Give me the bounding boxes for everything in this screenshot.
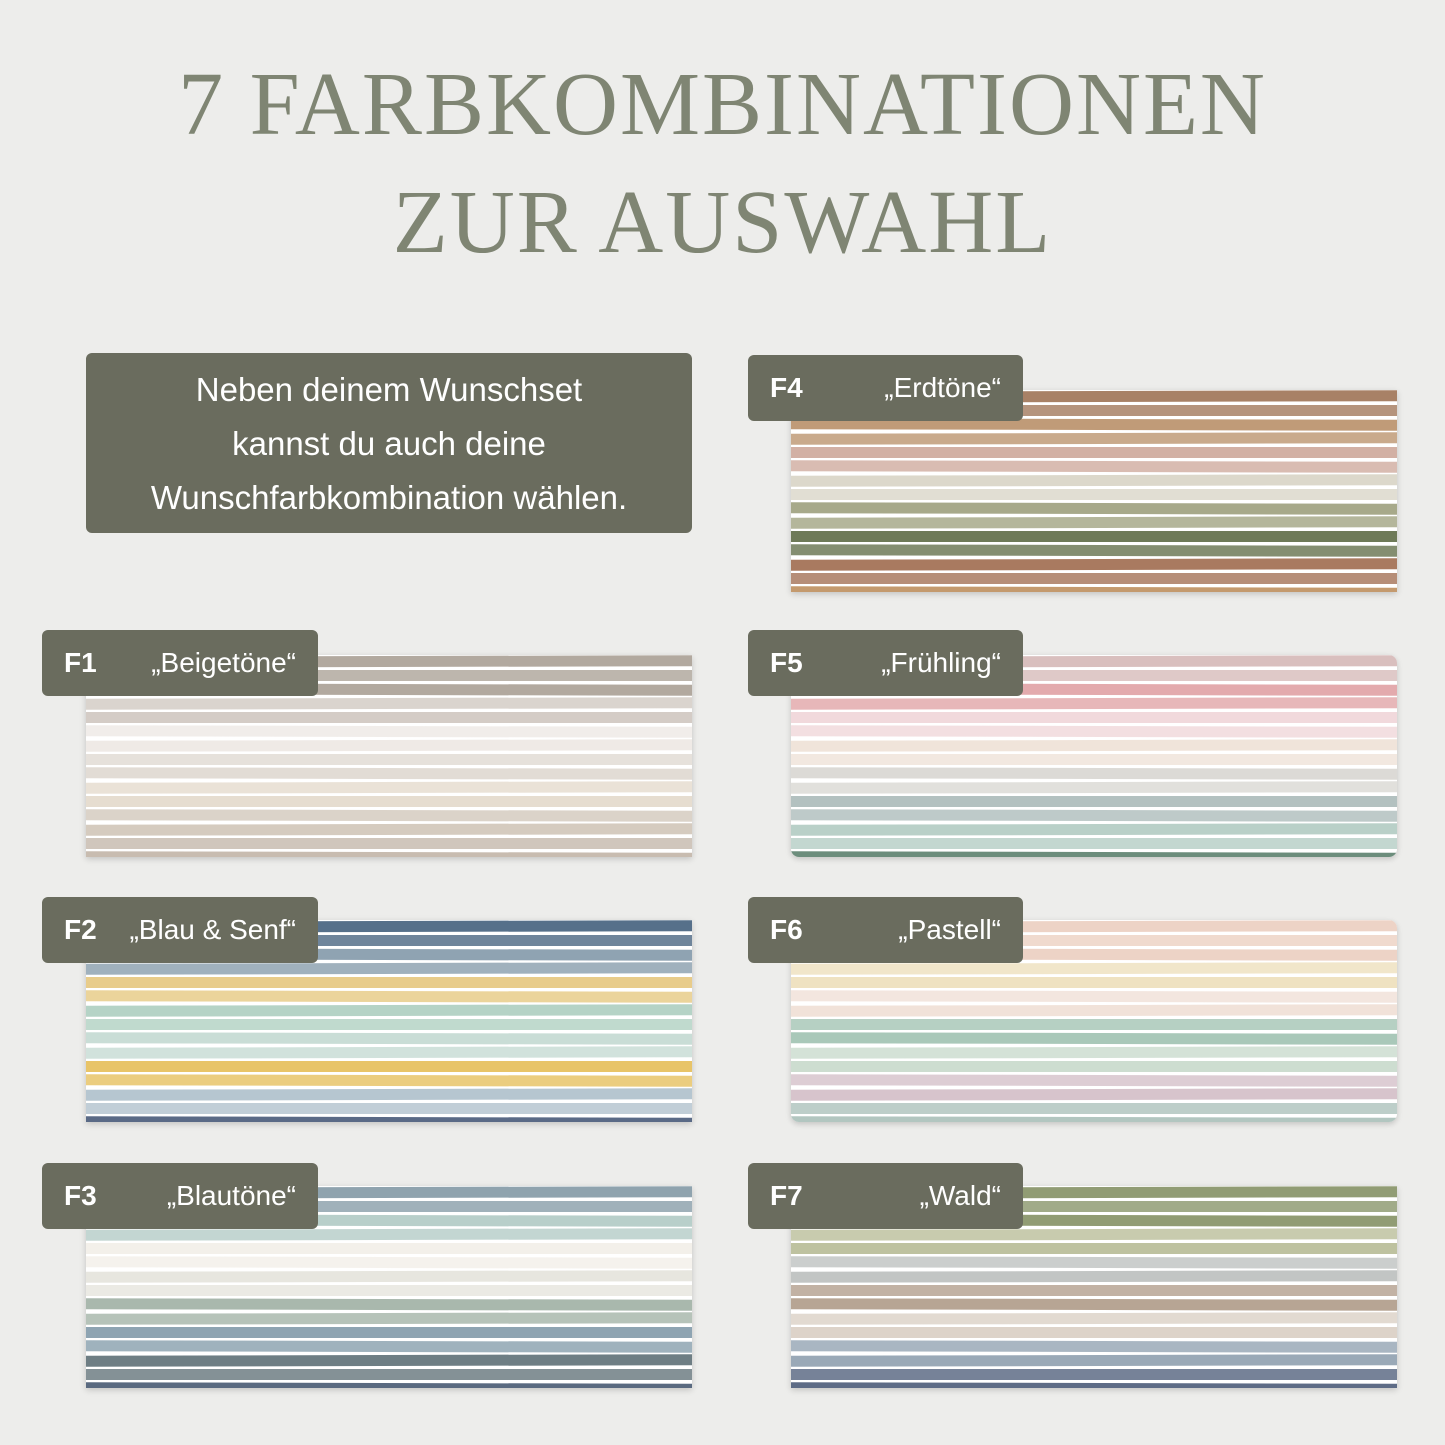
color-stripe xyxy=(791,432,1397,445)
label-name: „Beigetöne“ xyxy=(151,647,296,678)
color-stripe xyxy=(791,823,1397,836)
color-stripe xyxy=(791,1382,1397,1388)
color-stripe xyxy=(86,962,692,975)
color-stripe xyxy=(791,1088,1397,1101)
page-title-line-2: ZUR AUSWAHL xyxy=(392,173,1053,272)
color-stripe xyxy=(791,977,1397,988)
color-stripe xyxy=(86,1088,692,1101)
color-stripe xyxy=(86,1369,692,1380)
color-stripe xyxy=(791,573,1397,584)
color-stripe xyxy=(791,1270,1397,1283)
label-f5 xyxy=(748,630,1023,696)
color-stripe xyxy=(791,1256,1397,1269)
label-name: „Pastell“ xyxy=(898,914,1001,945)
color-stripe xyxy=(86,1103,692,1114)
color-stripe xyxy=(791,1061,1397,1072)
color-stripe xyxy=(791,1327,1397,1338)
color-stripe xyxy=(791,531,1397,542)
label-f7 xyxy=(748,1163,1023,1229)
label-code: F2 xyxy=(64,914,97,945)
label-name: „Wald“ xyxy=(919,1180,1001,1211)
color-stripe xyxy=(86,1061,692,1072)
color-stripe xyxy=(86,1228,692,1241)
page-title-line-1: 7 FARBKOMBINATIONEN xyxy=(178,55,1267,154)
color-stripe xyxy=(86,1032,692,1045)
label-f6 xyxy=(748,897,1023,963)
color-stripe xyxy=(791,1243,1397,1254)
color-stripe xyxy=(791,1285,1397,1296)
color-stripe xyxy=(791,1228,1397,1241)
color-stripe xyxy=(791,754,1397,765)
color-stripe xyxy=(86,838,692,849)
color-stripe xyxy=(86,1312,692,1325)
color-stripe xyxy=(791,544,1397,557)
color-stripe xyxy=(86,796,692,807)
color-stripe xyxy=(86,1256,692,1269)
color-stripe xyxy=(86,1270,692,1283)
color-stripe xyxy=(86,1004,692,1017)
color-stripe xyxy=(791,1354,1397,1367)
info-box xyxy=(86,353,692,533)
color-stripe xyxy=(791,1074,1397,1087)
color-stripe xyxy=(86,823,692,836)
color-stripe xyxy=(791,474,1397,487)
color-stripe xyxy=(86,1285,692,1296)
color-stripe xyxy=(791,1116,1397,1122)
color-stripe xyxy=(86,1298,692,1311)
color-stripe xyxy=(86,977,692,988)
color-stripe xyxy=(791,767,1397,780)
color-stripe xyxy=(791,1046,1397,1059)
info-box-line-2: kannst du auch deine xyxy=(232,425,546,462)
color-stripe xyxy=(791,781,1397,794)
info-box-line-1: Neben deinem Wunschset xyxy=(195,371,583,408)
label-code: F3 xyxy=(64,1180,97,1211)
color-stripe xyxy=(791,990,1397,1003)
color-stripe xyxy=(791,1369,1397,1380)
color-stripe xyxy=(86,781,692,794)
color-stripe xyxy=(86,809,692,822)
color-stripe xyxy=(86,1340,692,1353)
color-stripe xyxy=(791,460,1397,473)
label-f4 xyxy=(748,355,1023,421)
color-stripe xyxy=(791,1019,1397,1030)
color-stripe xyxy=(86,712,692,723)
label-f3 xyxy=(42,1163,318,1229)
label-f2 xyxy=(42,897,318,963)
color-stripe xyxy=(791,697,1397,710)
color-stripe xyxy=(791,516,1397,529)
color-stripe xyxy=(86,1382,692,1388)
color-stripe xyxy=(791,712,1397,723)
color-stripe xyxy=(86,1354,692,1367)
color-stripe xyxy=(86,851,692,857)
color-stripe xyxy=(791,586,1397,592)
color-stripe xyxy=(791,1298,1397,1311)
info-box-line-3: Wunschfarbkombination wählen. xyxy=(150,479,628,516)
label-code: F1 xyxy=(64,647,97,678)
color-stripe xyxy=(86,1046,692,1059)
color-stripe xyxy=(791,489,1397,500)
label-code: F6 xyxy=(770,914,803,945)
color-stripe xyxy=(791,739,1397,752)
color-stripe xyxy=(791,558,1397,571)
label-name: „Frühling“ xyxy=(881,647,1001,678)
label-name: „Erdtöne“ xyxy=(884,372,1001,403)
color-stripe xyxy=(86,739,692,752)
color-stripe xyxy=(791,447,1397,458)
label-code: F4 xyxy=(770,372,803,403)
color-stripe xyxy=(791,1103,1397,1114)
color-stripe xyxy=(791,1340,1397,1353)
color-stripe xyxy=(86,1243,692,1254)
color-stripe xyxy=(791,809,1397,822)
label-name: „Blautöne“ xyxy=(166,1180,296,1211)
color-stripe xyxy=(86,1116,692,1122)
color-stripe xyxy=(791,1004,1397,1017)
label-code: F7 xyxy=(770,1180,803,1211)
color-stripe xyxy=(791,725,1397,738)
color-stripe xyxy=(86,1019,692,1030)
color-stripe xyxy=(86,767,692,780)
color-stripe xyxy=(791,1032,1397,1045)
color-stripe xyxy=(791,851,1397,857)
color-stripe xyxy=(791,502,1397,515)
color-stripe xyxy=(86,1327,692,1338)
color-stripe xyxy=(86,754,692,765)
color-stripe xyxy=(86,697,692,710)
color-stripe xyxy=(791,962,1397,975)
color-stripe xyxy=(86,725,692,738)
color-stripe xyxy=(791,1312,1397,1325)
label-code: F5 xyxy=(770,647,803,678)
color-stripe xyxy=(791,838,1397,849)
color-stripe xyxy=(791,796,1397,807)
color-stripe xyxy=(86,1074,692,1087)
label-name: „Blau & Senf“ xyxy=(129,914,296,945)
label-f1 xyxy=(42,630,318,696)
color-stripe xyxy=(86,990,692,1003)
